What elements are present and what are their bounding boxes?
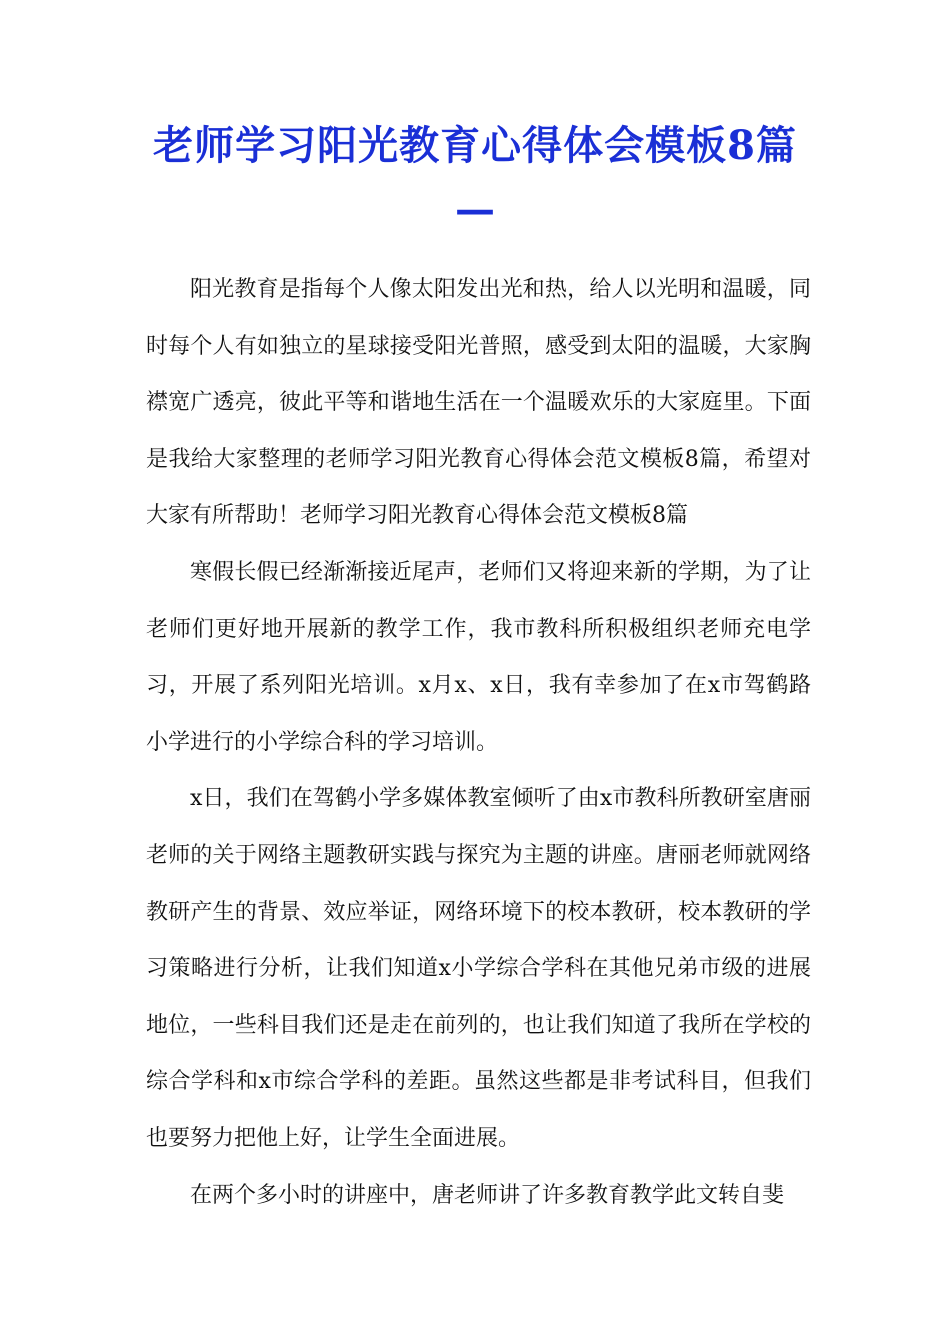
paragraph-intro: 阳光教育是指每个人像太阳发出光和热，给人以光明和温暖，同时每个人有如独立的星球接受阳光普照，感受到太阳的温暖，大家胸襟宽广透亮，彼此平等和谐地生活在一个温暖欢乐的大家庭里。下面是我给大家整理的老师学习阳光教育心得体会范文模板8篇，希望对大家有所帮助！老师学习阳光教育心得体会范文模板8篇 bbox=[146, 277, 811, 529]
paragraph-winter-break: 寒假长假已经渐渐接近尾声，老师们又将迎来新的学期，为了让老师们更好地开展新的教学工作，我市教科所积极组织老师充电学习，开展了系列阳光培训。x月x、x日，我有幸参加了在x市驾鹤路小学进行的小学综合科的学习培训。 bbox=[146, 559, 811, 755]
paragraph-continuation: 在两个多小时的讲座中，唐老师讲了许多教育教学此文转自斐 bbox=[190, 1182, 785, 1208]
paragraph-lecture: x日，我们在驾鹤小学多媒体教室倾听了由x市教科所教研室唐丽老师的关于网络主题教研实践与探究为主题的讲座。唐丽老师就网络教研产生的背景、效应举证，网络环境下的校本教研，校本教研的学习策略进行分析，让我们知道x小学综合学科在其他兄弟市级的进展地位，一些科目我们还是走在前列的，也让我们知道了我所在学校的综合学科和x市综合学科的差距。虽然这些都是非考试科目，但我们也要努力把他上好，让学生全面进展。 bbox=[146, 786, 811, 1151]
title-dash: — bbox=[455, 186, 495, 233]
document-body bbox=[146, 262, 811, 1224]
document-title: 老师学习阳光教育心得体会模板8篇 bbox=[153, 122, 797, 169]
